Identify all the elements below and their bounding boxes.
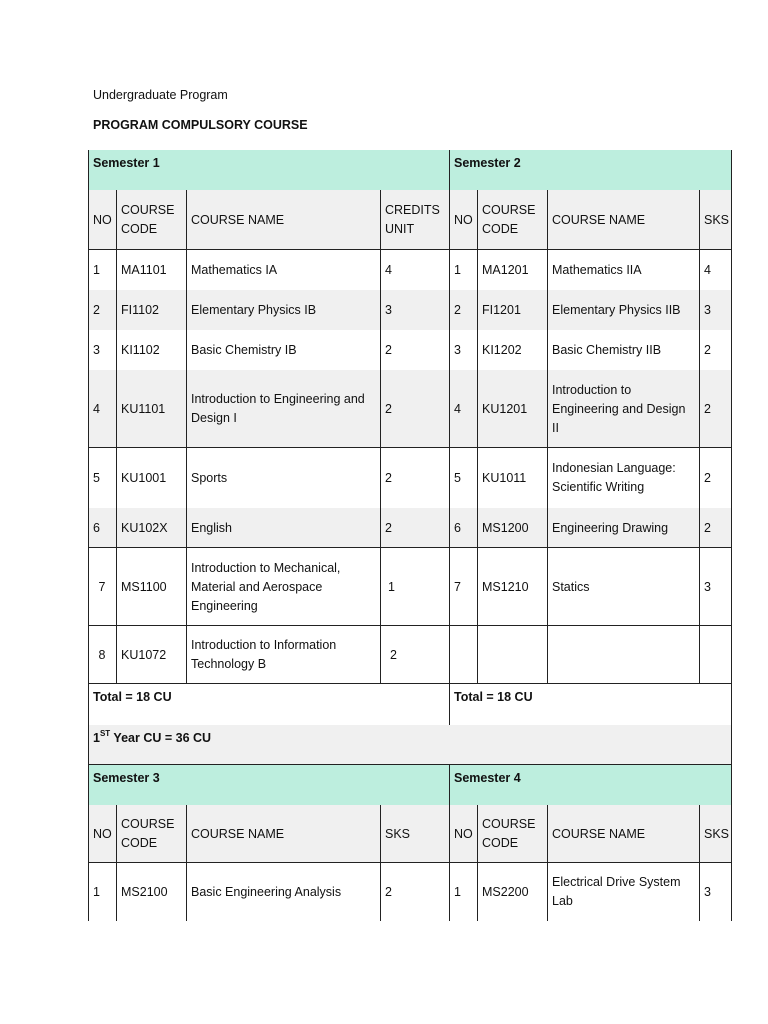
table-gridline xyxy=(380,626,381,684)
table-row xyxy=(88,626,732,684)
table-cell: KI1202 xyxy=(482,342,522,357)
table-gridline xyxy=(699,626,700,684)
table-gridline xyxy=(477,448,478,508)
table-gridline xyxy=(88,765,89,805)
table-gridline xyxy=(116,250,117,290)
column-header-row xyxy=(88,805,732,863)
table-gridline xyxy=(116,330,117,370)
table-gridline xyxy=(88,250,89,290)
table-gridline xyxy=(88,725,89,765)
table-gridline xyxy=(449,190,450,250)
table-cell: 2 xyxy=(93,302,100,317)
table-gridline xyxy=(380,548,381,626)
table-gridline xyxy=(186,190,187,250)
table-gridline xyxy=(731,765,732,805)
semester-2-total: Total = 18 CU xyxy=(454,690,533,704)
column-header-row xyxy=(88,190,732,250)
col-course-code: COURSE CODE xyxy=(482,203,536,236)
table-gridline xyxy=(731,150,732,190)
table-row xyxy=(88,290,732,330)
table-gridline xyxy=(547,548,548,626)
table-gridline xyxy=(699,330,700,370)
table-cell: MS2100 xyxy=(121,884,168,899)
col-course-name: COURSE NAME xyxy=(191,826,285,841)
table-gridline xyxy=(731,370,732,448)
col-credits-unit: CREDITS UNIT xyxy=(385,203,440,236)
semester-3-label: Semester 3 xyxy=(93,771,160,785)
table-cell: Engineering Drawing xyxy=(552,520,669,535)
table-cell xyxy=(88,190,116,250)
table-cell xyxy=(186,805,380,863)
table-gridline xyxy=(449,508,450,548)
table-gridline xyxy=(547,330,548,370)
table-cell: 5 xyxy=(93,470,100,485)
table-gridline xyxy=(731,330,732,370)
table-gridline xyxy=(699,290,700,330)
col-course-code: COURSE CODE xyxy=(121,203,175,236)
table-gridline xyxy=(88,684,89,725)
table-cell xyxy=(699,805,732,863)
table-cell xyxy=(547,805,699,863)
table-cell: 1 xyxy=(388,579,395,594)
table-cell: 5 xyxy=(454,470,461,485)
table-gridline xyxy=(186,330,187,370)
table-cell xyxy=(186,190,380,250)
table-gridline xyxy=(380,508,381,548)
table-cell: KU1001 xyxy=(121,470,167,485)
table-gridline xyxy=(449,765,450,805)
table-gridline xyxy=(449,448,450,508)
table-gridline xyxy=(116,190,117,250)
table-cell xyxy=(88,805,116,863)
table-cell: Indonesian Language: Scientific Writing xyxy=(552,461,676,494)
table-gridline xyxy=(88,805,89,863)
table-gridline xyxy=(449,250,450,290)
table-cell: 7 xyxy=(454,579,461,594)
course-table xyxy=(88,150,732,921)
table-gridline xyxy=(731,448,732,508)
table-cell: KU1201 xyxy=(482,401,528,416)
table-gridline xyxy=(699,448,700,508)
table-cell: 4 xyxy=(454,401,461,416)
table-cell: 2 xyxy=(385,401,392,416)
table-gridline xyxy=(88,863,89,921)
table-gridline xyxy=(547,370,548,448)
table-gridline xyxy=(116,548,117,626)
table-row xyxy=(88,370,732,448)
table-gridline xyxy=(380,190,381,250)
col-course-name: COURSE NAME xyxy=(552,826,646,841)
table-cell: 6 xyxy=(93,520,100,535)
table-row xyxy=(88,250,732,290)
table-cell: Introduction to Information Technology B xyxy=(191,638,337,671)
table-gridline xyxy=(477,863,478,921)
table-cell: Sports xyxy=(191,470,228,485)
table-gridline xyxy=(88,626,89,684)
table-gridline xyxy=(186,448,187,508)
table-gridline xyxy=(186,250,187,290)
col-no: NO xyxy=(93,212,112,227)
table-gridline xyxy=(547,805,548,863)
table-cell: Elementary Physics IIB xyxy=(552,302,681,317)
table-row xyxy=(88,863,732,921)
table-gridline xyxy=(116,508,117,548)
table-gridline xyxy=(449,863,450,921)
table-cell: MA1201 xyxy=(482,262,529,277)
table-gridline xyxy=(116,626,117,684)
table-cell: 2 xyxy=(385,470,392,485)
table-gridline xyxy=(731,548,732,626)
table-cell xyxy=(116,805,186,863)
table-gridline xyxy=(731,250,732,290)
table-gridline xyxy=(186,626,187,684)
table-gridline xyxy=(477,190,478,250)
table-gridline xyxy=(477,370,478,448)
table-gridline xyxy=(88,190,89,250)
table-gridline xyxy=(731,805,732,863)
table-cell: Electrical Drive System Lab xyxy=(552,875,681,908)
table-cell: Introduction to Mechanical, Material and Aerospace Engineering xyxy=(191,560,341,613)
table-cell: Introduction to Engineering and Design I xyxy=(191,392,365,425)
table-gridline xyxy=(731,190,732,250)
table-cell: Statics xyxy=(552,579,590,594)
table-gridline xyxy=(477,626,478,684)
section-title: PROGRAM COMPULSORY COURSE xyxy=(93,118,308,132)
table-cell: 1 xyxy=(93,884,100,899)
table-cell xyxy=(116,190,186,250)
table-cell xyxy=(380,190,449,250)
table-cell: 3 xyxy=(93,342,100,357)
table-gridline xyxy=(449,805,450,863)
table-gridline xyxy=(449,684,450,725)
table-cell: 1 xyxy=(454,884,461,899)
table-gridline xyxy=(699,370,700,448)
table-gridline xyxy=(116,290,117,330)
table-gridline xyxy=(380,290,381,330)
table-row xyxy=(88,548,732,626)
table-cell: Elementary Physics IB xyxy=(191,302,317,317)
table-gridline xyxy=(380,448,381,508)
table-cell: 3 xyxy=(704,579,711,594)
table-gridline xyxy=(186,805,187,863)
table-gridline xyxy=(731,725,732,765)
table-cell: KU1072 xyxy=(121,647,167,662)
col-course-code: COURSE CODE xyxy=(482,817,536,850)
col-no: NO xyxy=(454,826,473,841)
table-cell: KI1102 xyxy=(121,342,160,357)
table-cell: 3 xyxy=(454,342,461,357)
col-sks: SKS xyxy=(704,826,730,841)
table-cell: FI1102 xyxy=(121,302,159,317)
table-gridline xyxy=(547,290,548,330)
col-sks: SKS xyxy=(385,826,411,841)
col-course-name: COURSE NAME xyxy=(191,212,285,227)
semester-header-row xyxy=(88,150,732,190)
col-no: NO xyxy=(93,826,112,841)
table-cell: 3 xyxy=(704,884,711,899)
table-cell: 2 xyxy=(385,884,392,899)
table-gridline xyxy=(477,250,478,290)
table-cell: 2 xyxy=(454,302,461,317)
table-gridline xyxy=(547,190,548,250)
col-course-name: COURSE NAME xyxy=(552,212,646,227)
table-gridline xyxy=(699,548,700,626)
table-gridline xyxy=(547,448,548,508)
table-gridline xyxy=(731,626,732,684)
table-cell: 7 xyxy=(98,579,106,594)
table-gridline xyxy=(449,370,450,448)
table-gridline xyxy=(547,250,548,290)
table-cell: 2 xyxy=(704,520,711,535)
table-gridline xyxy=(88,508,89,548)
table-gridline xyxy=(547,863,548,921)
table-cell: Basic Chemistry IB xyxy=(191,342,297,357)
table-gridline xyxy=(731,508,732,548)
col-sks: SKS xyxy=(704,212,730,227)
semester-1-total: Total = 18 CU xyxy=(93,690,172,704)
semester-1-label: Semester 1 xyxy=(93,156,160,170)
table-gridline xyxy=(380,370,381,448)
table-cell: 3 xyxy=(385,302,392,317)
table-cell xyxy=(547,190,699,250)
table-cell: MS2200 xyxy=(482,884,529,899)
table-gridline xyxy=(477,330,478,370)
table-gridline xyxy=(449,290,450,330)
table-cell: MS1200 xyxy=(482,520,529,535)
semester-header-row xyxy=(88,765,732,805)
table-cell: 8 xyxy=(98,647,106,662)
table-cell: MA1101 xyxy=(121,262,167,277)
table-cell: MS1100 xyxy=(121,579,167,594)
table-gridline xyxy=(186,863,187,921)
table-gridline xyxy=(88,448,89,508)
table-cell: KU1011 xyxy=(482,470,527,485)
table-cell: 2 xyxy=(704,401,711,416)
table-cell: Basic Chemistry IIB xyxy=(552,342,662,357)
table-cell: KU1101 xyxy=(121,401,166,416)
table-cell: FI1201 xyxy=(482,302,521,317)
table-cell: KU102X xyxy=(121,520,168,535)
table-cell: 2 xyxy=(704,470,711,485)
table-gridline xyxy=(449,626,450,684)
table-gridline xyxy=(186,370,187,448)
col-no: NO xyxy=(454,212,473,227)
table-gridline xyxy=(731,684,732,725)
table-cell: 4 xyxy=(93,401,100,416)
table-cell: 2 xyxy=(704,342,711,357)
table-gridline xyxy=(731,863,732,921)
table-cell: 2 xyxy=(390,647,397,662)
table-cell xyxy=(449,190,477,250)
table-gridline xyxy=(116,863,117,921)
table-cell: Basic Engineering Analysis xyxy=(191,884,342,899)
table-row xyxy=(88,448,732,508)
table-gridline xyxy=(731,290,732,330)
table-gridline xyxy=(380,863,381,921)
table-gridline xyxy=(88,330,89,370)
table-gridline xyxy=(116,805,117,863)
table-gridline xyxy=(449,548,450,626)
col-course-code: COURSE CODE xyxy=(121,817,175,850)
table-cell: Mathematics IIA xyxy=(552,262,642,277)
table-cell: 4 xyxy=(385,262,392,277)
table-gridline xyxy=(477,548,478,626)
table-gridline xyxy=(380,250,381,290)
table-gridline xyxy=(699,863,700,921)
table-gridline xyxy=(699,805,700,863)
table-cell: 4 xyxy=(704,262,711,277)
table-gridline xyxy=(88,290,89,330)
table-gridline xyxy=(88,150,89,190)
table-gridline xyxy=(186,548,187,626)
table-cell xyxy=(477,805,547,863)
program-heading: Undergraduate Program xyxy=(93,88,228,102)
table-cell: Introduction to Engineering and Design II xyxy=(552,382,686,435)
table-cell xyxy=(699,190,732,250)
table-cell: English xyxy=(191,520,232,535)
year-1-total: 1ST Year CU = 36 CU xyxy=(93,728,212,745)
table-cell xyxy=(380,805,449,863)
table-cell: 1 xyxy=(454,262,461,277)
table-cell xyxy=(449,805,477,863)
table-cell: 3 xyxy=(704,302,711,317)
table-gridline xyxy=(380,805,381,863)
table-gridline xyxy=(547,508,548,548)
table-row xyxy=(88,508,732,548)
table-cell: MS1210 xyxy=(482,579,529,594)
year-total-row xyxy=(88,725,732,765)
table-gridline xyxy=(477,508,478,548)
table-gridline xyxy=(477,290,478,330)
table-row xyxy=(88,330,732,370)
table-gridline xyxy=(449,150,450,190)
table-cell: 6 xyxy=(454,520,461,535)
table-gridline xyxy=(186,290,187,330)
semester-2-label: Semester 2 xyxy=(454,156,521,170)
table-gridline xyxy=(88,548,89,626)
table-cell xyxy=(477,190,547,250)
table-gridline xyxy=(116,448,117,508)
table-cell: 2 xyxy=(385,342,392,357)
totals-row xyxy=(88,684,732,725)
table-gridline xyxy=(186,508,187,548)
table-cell: 1 xyxy=(93,262,100,277)
table-gridline xyxy=(380,330,381,370)
table-gridline xyxy=(699,250,700,290)
table-gridline xyxy=(699,508,700,548)
table-gridline xyxy=(477,805,478,863)
table-gridline xyxy=(116,370,117,448)
table-cell: 2 xyxy=(385,520,392,535)
table-gridline xyxy=(547,626,548,684)
table-cell: Mathematics IA xyxy=(191,262,278,277)
table-gridline xyxy=(449,330,450,370)
table-gridline xyxy=(699,190,700,250)
semester-4-label: Semester 4 xyxy=(454,771,521,785)
table-gridline xyxy=(88,370,89,448)
